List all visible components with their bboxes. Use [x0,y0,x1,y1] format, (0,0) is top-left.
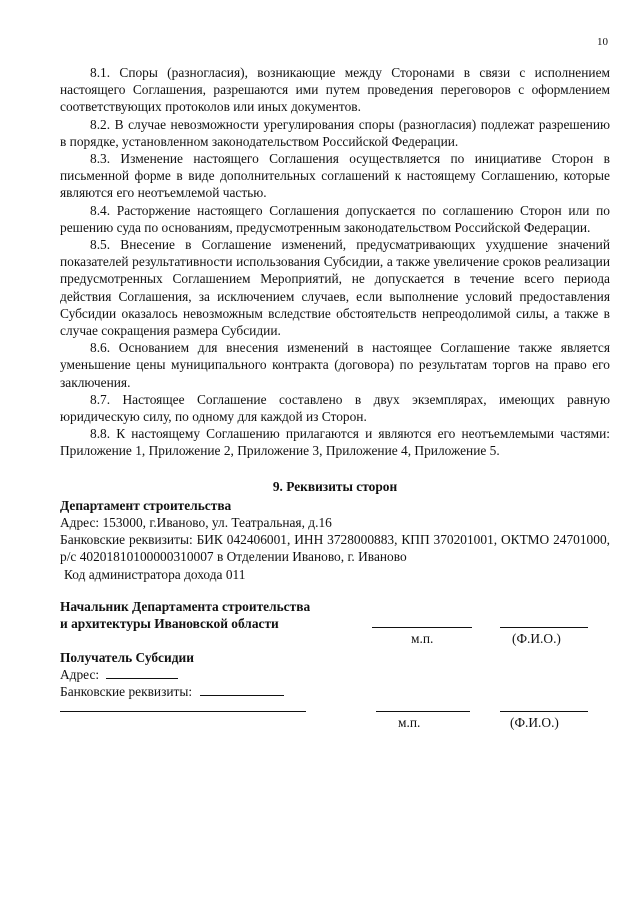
document-body [60,64,610,583]
paragraph-8-7: 8.7. Настоящее Соглашение составлено в двух экземплярах, имеющих равную юридическую силу, по одному для каждой из Сторон. [60,391,610,425]
department-bank-details: Банковские реквизиты: БИК 042406001, ИНН 3728000883, КПП 370201001, ОКТМО 24701000, р/с 40201810100000310007 в Отделении Иваново, г. Иваново [60,532,610,565]
recipient-bank-row [60,683,610,700]
recipient-address-blank [106,678,178,679]
head-name-label: (Ф.И.О.) [512,631,561,646]
paragraph-8-2: 8.2. В случае невозможности урегулирования споры (разногласия) подлежат разрешению в порядке, установленном законодательством Российской Федерации. [60,116,610,149]
section-title: 9. Реквизиты сторон [272,478,398,494]
paragraph-8-8: 8.8. К настоящему Соглашению прилагаются и являются его неотъемлемыми частями: Приложение 1, Приложение 2, Приложение 3, Приложение 4, Приложение 5. [60,426,610,459]
head-title-line1: Начальник Департамента строительства [60,599,311,614]
recipient-name-label: (Ф.И.О.) [510,715,559,730]
paragraph-8-1: 8.1. Споры (разногласия), возникающие между Сторонами в связи с исполнением настоящего Соглашения, разрешаются ими путем проведения переговоров с оформлением соответствующих протоколов или иных документов. [60,65,610,115]
recipient-bank-blank [200,695,284,696]
recipient-bank-label: Банковские реквизиты: [60,684,193,700]
recipient-block [60,649,610,701]
paragraph-8-4: 8.4. Расторжение настоящего Соглашения допускается по соглашению Сторон или по решению суда по основаниям, предусмотренным законодательством Российской Федерации. [60,202,610,235]
department-admin-code: Код администратора дохода 011 [64,566,246,582]
paragraph-8-3: 8.3. Изменение настоящего Соглашения осуществляется по инициативе Сторон в письменной форме в виде дополнительных соглашений к настоящему Соглашению, которые являются его неотъемлемой частью. [60,151,610,201]
department-name: Департамент строительства [60,497,232,513]
page-number: 10 [597,36,608,48]
head-signature-line [372,627,472,628]
recipient-stamp-label: м.п. [398,715,421,730]
recipient-org-line [60,711,306,712]
paragraph-8-5: 8.5. Внесение в Соглашение изменений, предусматривающих ухудшение значений показателей результативности использования Субсидии, а также увеличение сроков реализации предусмотренных Соглашением Мероприятий, не допускается в течение всего периода действия Соглашения, за исключением случаев, если выполнение условий предоставления Субсидии оказалось невозможным вследствие обстоятельств непреодолимой силы, а также в случае сокращения размера Субсидии. [60,237,610,339]
recipient-address-row [60,666,610,683]
head-name-line [500,627,588,628]
department-address: Адрес: 153000, г.Иваново, ул. Театральная, д.16 [60,515,332,531]
head-stamp-label: м.п. [411,631,434,646]
head-title-line2: и архитектуры Ивановской области [60,616,279,632]
recipient-title: Получатель Субсидии [60,650,194,665]
recipient-address-label: Адрес: [60,667,100,683]
recipient-signature-line [376,711,470,712]
paragraph-8-6: 8.6. Основанием для внесения изменений в настоящее Соглашение также является уменьшение цены муниципального контракта (договора) по результатам торгов на право его заключения. [60,340,610,390]
recipient-name-line [500,711,588,712]
